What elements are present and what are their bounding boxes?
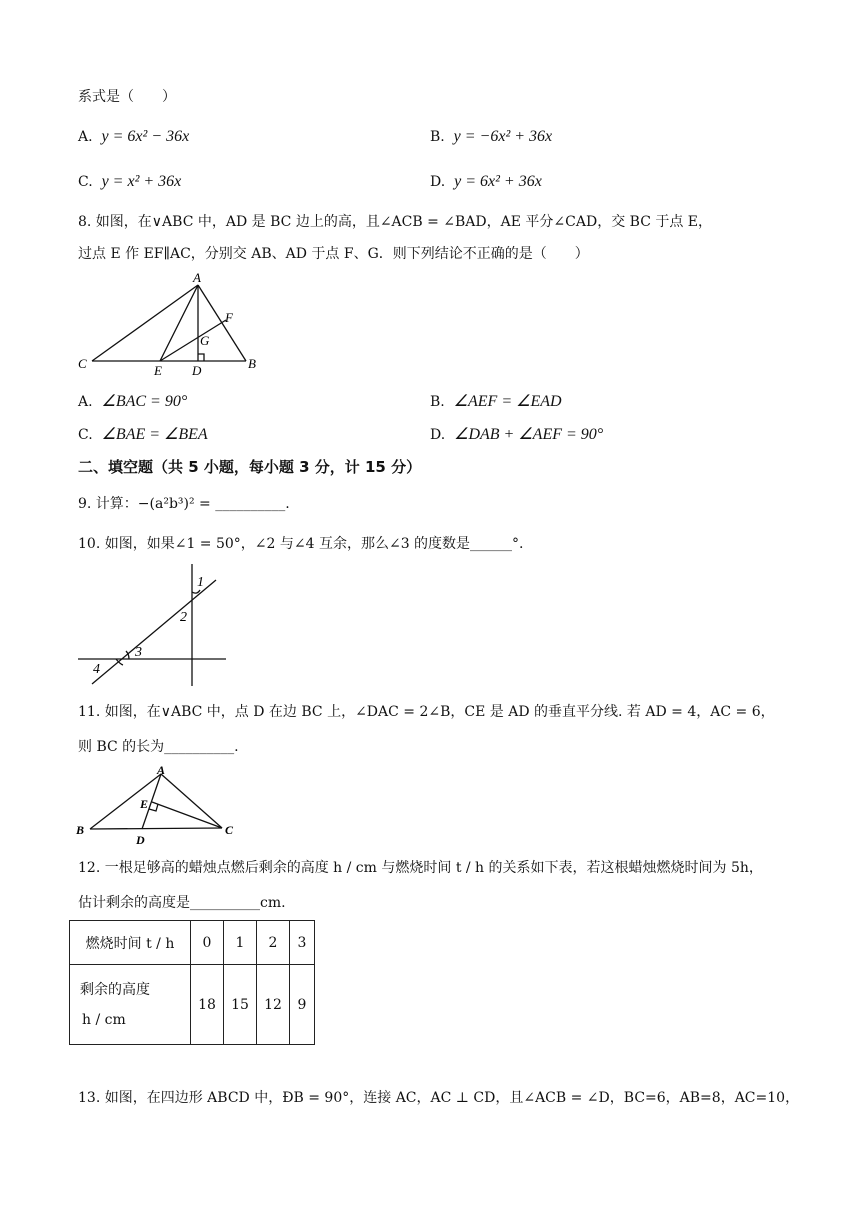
q8-label-a: A <box>193 272 201 285</box>
q8-line1: 8. 如图，在∨ABC 中，AD 是 BC 边上的高，且∠ACB = ∠BAD，AE 平分∠CAD，交 BC 于点 E， <box>78 214 713 230</box>
q10-text: 10. 如图，如果∠1 = 50°，∠2 与∠4 互余，那么∠3 的度数是______°. <box>78 536 524 552</box>
q10-label-1: 1 <box>197 575 204 590</box>
q11-seg-ba <box>90 774 161 829</box>
q13-line1: 13. 如图，在四边形 ABCD 中，ÐB = 90°，连接 AC，AC ⊥ CD，且∠ACB = ∠D，BC=6，AB=8，AC=10， <box>78 1090 800 1106</box>
q9-text: 9. 计算：−(a²b³)² = __________. <box>78 496 290 512</box>
q7-option-c: C. y = x² + 36x <box>78 173 182 190</box>
q10-label-3: 3 <box>135 645 142 660</box>
q11-seg-bc <box>90 828 222 829</box>
q8-label-c: C <box>78 356 87 371</box>
q11-line1: 11. 如图，在∨ABC 中，点 D 在边 BC 上，∠DAC = 2∠B，CE 是 AD 的垂直平分线. 若 AD = 4，AC = 6， <box>78 704 775 720</box>
q12-data-table <box>69 920 315 1045</box>
q11-label-d: D <box>136 833 145 847</box>
q11-label-c: C <box>225 823 234 837</box>
q8-option-d: D. ∠DAB + ∠AEF = 90° <box>430 426 604 443</box>
q8-line2: 过点 E 作 EF∥AC，分别交 AB、AD 于点 F、G．则下列结论不正确的是（ ） <box>78 246 589 262</box>
q12-line1: 12. 一根足够高的蜡烛点燃后剩余的高度 h / cm 与燃烧时间 t / h 的关系如下表，若这根蜡烛燃烧时间为 5h， <box>78 860 763 876</box>
q8-option-a: A. ∠BAC = 90° <box>78 393 188 410</box>
q8-seg-ca <box>92 285 198 361</box>
q8-label-b: B <box>248 356 256 371</box>
table-cell: 0 <box>191 921 224 965</box>
table-cell: 18 <box>191 965 224 1045</box>
q12-line2: 估计剩余的高度是__________cm. <box>78 895 286 911</box>
q8-label-d: D <box>192 363 202 378</box>
table-row <box>70 921 315 965</box>
q8-label-e: E <box>154 363 162 378</box>
table-header-time: 燃烧时间 t / h <box>70 921 191 965</box>
q11-seg-ce <box>152 802 222 828</box>
q8-option-b: B. ∠AEF = ∠EAD <box>430 393 562 410</box>
q10-label-2: 2 <box>180 610 187 625</box>
q8-option-c: C. ∠BAE = ∠BEA <box>78 426 208 443</box>
q10-angle1-arc <box>192 590 200 593</box>
q8-label-f: F <box>225 310 233 325</box>
section-2-title: 二、填空题（共 5 小题，每小题 3 分，计 15 分） <box>78 458 422 476</box>
table-cell: 3 <box>290 921 315 965</box>
table-cell: 9 <box>290 965 315 1045</box>
q11-label-a: A <box>157 764 166 777</box>
q8-triangle-figure <box>70 272 270 380</box>
q10-transversal-line <box>92 580 216 684</box>
q7-option-a: A. y = 6x² − 36x <box>78 128 190 145</box>
q11-label-b: B <box>76 823 85 837</box>
table-header-height: 剩余的高度 h / cm <box>70 965 191 1045</box>
table-cell: 1 <box>224 921 257 965</box>
q11-seg-ac <box>161 774 222 828</box>
q7-option-d: D. y = 6x² + 36x <box>430 173 542 190</box>
q7-option-b: B. y = −6x² + 36x <box>430 128 553 145</box>
q11-label-e: E <box>140 797 149 811</box>
q11-line2: 则 BC 的长为__________. <box>78 739 239 755</box>
q7-stem-end: 系式是（ ） <box>78 89 176 105</box>
q8-right-angle-mark <box>198 354 204 361</box>
q10-angle4-arc <box>116 659 123 665</box>
table-cell: 12 <box>257 965 290 1045</box>
table-cell: 15 <box>224 965 257 1045</box>
q8-label-g: G <box>200 333 210 348</box>
q10-lines-figure <box>74 562 234 690</box>
table-row <box>70 965 315 1045</box>
table-cell: 2 <box>257 921 290 965</box>
q11-triangle-figure <box>72 764 244 848</box>
q10-label-4: 4 <box>93 662 100 677</box>
